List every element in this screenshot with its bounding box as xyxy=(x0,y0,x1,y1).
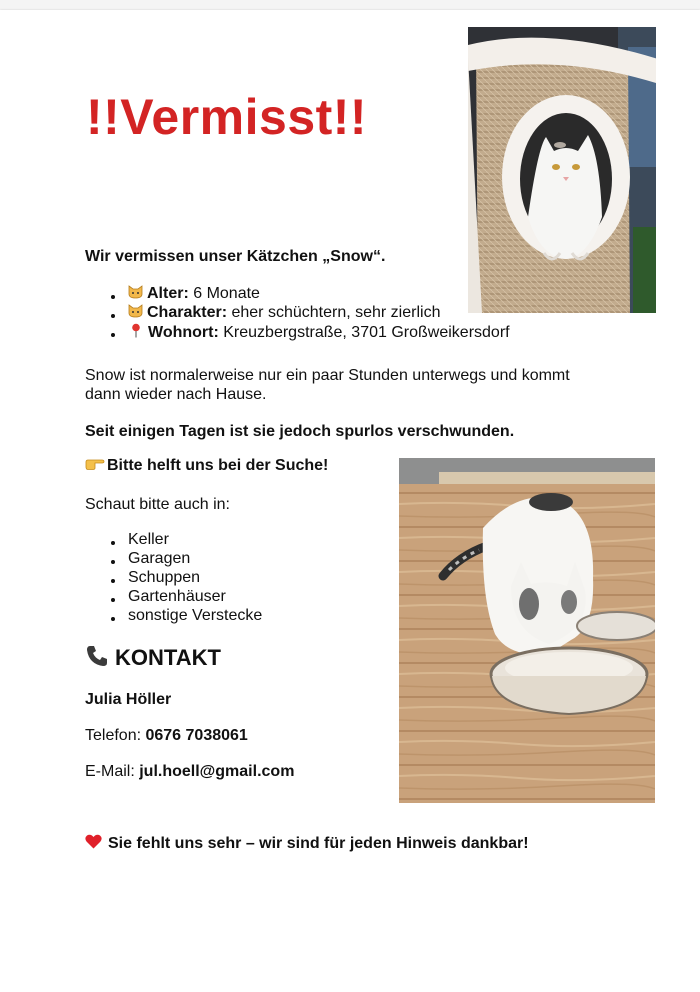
contact-heading xyxy=(85,644,221,671)
intro-text: Wir vermissen unser Kätzchen „Snow“. xyxy=(85,248,386,265)
search-place-schuppen: Schuppen xyxy=(128,569,201,586)
contact-phone xyxy=(85,727,248,745)
detail-character xyxy=(128,304,440,322)
bullet-dot xyxy=(111,617,115,621)
cat-face-icon xyxy=(128,304,143,318)
flyer-title: !!Vermisst!! xyxy=(86,89,368,145)
detail-age xyxy=(128,285,260,303)
missing-note: Seit einigen Tagen ist sie jedoch spurlos verschwunden. xyxy=(85,423,515,440)
bullet-dot xyxy=(111,314,115,318)
bullet-dot xyxy=(111,333,115,337)
contact-name: Julia Höller xyxy=(85,691,172,708)
detail-age-value: 6 Monate xyxy=(188,285,260,302)
bullet-dot xyxy=(111,560,115,564)
help-call-text: Bitte helft uns bei der Suche! xyxy=(107,457,329,474)
pushpin-icon xyxy=(130,323,142,338)
paragraph-line-2: dann wieder nach Hause. xyxy=(85,386,267,403)
closing-text: Sie fehlt uns sehr – wir sind für jeden Hinweis dankbar! xyxy=(108,835,529,852)
detail-age-label: Alter: xyxy=(147,285,189,302)
help-call xyxy=(85,457,328,475)
paragraph-line-1: Snow ist normalerweise nur ein paar Stunden unterwegs und kommt xyxy=(85,367,570,384)
search-place-garagen: Garagen xyxy=(128,550,191,567)
phone-number[interactable]: 0676 7038061 xyxy=(145,727,248,744)
contact-email xyxy=(85,763,294,781)
kitten-in-cat-tower-photo xyxy=(468,27,656,313)
email-label: E-Mail: xyxy=(85,763,140,780)
detail-character-value: eher schüchtern, sehr zierlich xyxy=(227,304,441,321)
contact-heading-text: KONTAKT xyxy=(115,645,221,670)
phone-label: Telefon: xyxy=(85,727,146,744)
bullet-dot xyxy=(111,598,115,602)
search-intro: Schaut bitte auch in: xyxy=(85,496,230,513)
heart-icon xyxy=(85,834,102,849)
bullet-dot xyxy=(111,541,115,545)
telephone-icon xyxy=(85,644,109,668)
bullet-dot xyxy=(111,579,115,583)
closing-message xyxy=(85,834,529,853)
detail-residence-label: Wohnort: xyxy=(148,324,219,341)
detail-residence xyxy=(130,323,510,342)
flyer-page xyxy=(0,10,700,992)
kitten-eating-photo xyxy=(399,458,655,803)
detail-residence-value: Kreuzbergstraße, 3701 Großweikersdorf xyxy=(218,324,510,341)
search-place-verstecke: sonstige Verstecke xyxy=(128,607,263,624)
search-place-keller: Keller xyxy=(128,531,169,548)
email-address[interactable]: jul.hoell@gmail.com xyxy=(139,763,295,780)
bullet-dot xyxy=(111,295,115,299)
search-place-gartenhaeuser: Gartenhäuser xyxy=(128,588,226,605)
pointing-hand-icon xyxy=(85,458,105,470)
detail-character-label: Charakter: xyxy=(147,304,228,321)
cat-face-icon xyxy=(128,285,143,299)
